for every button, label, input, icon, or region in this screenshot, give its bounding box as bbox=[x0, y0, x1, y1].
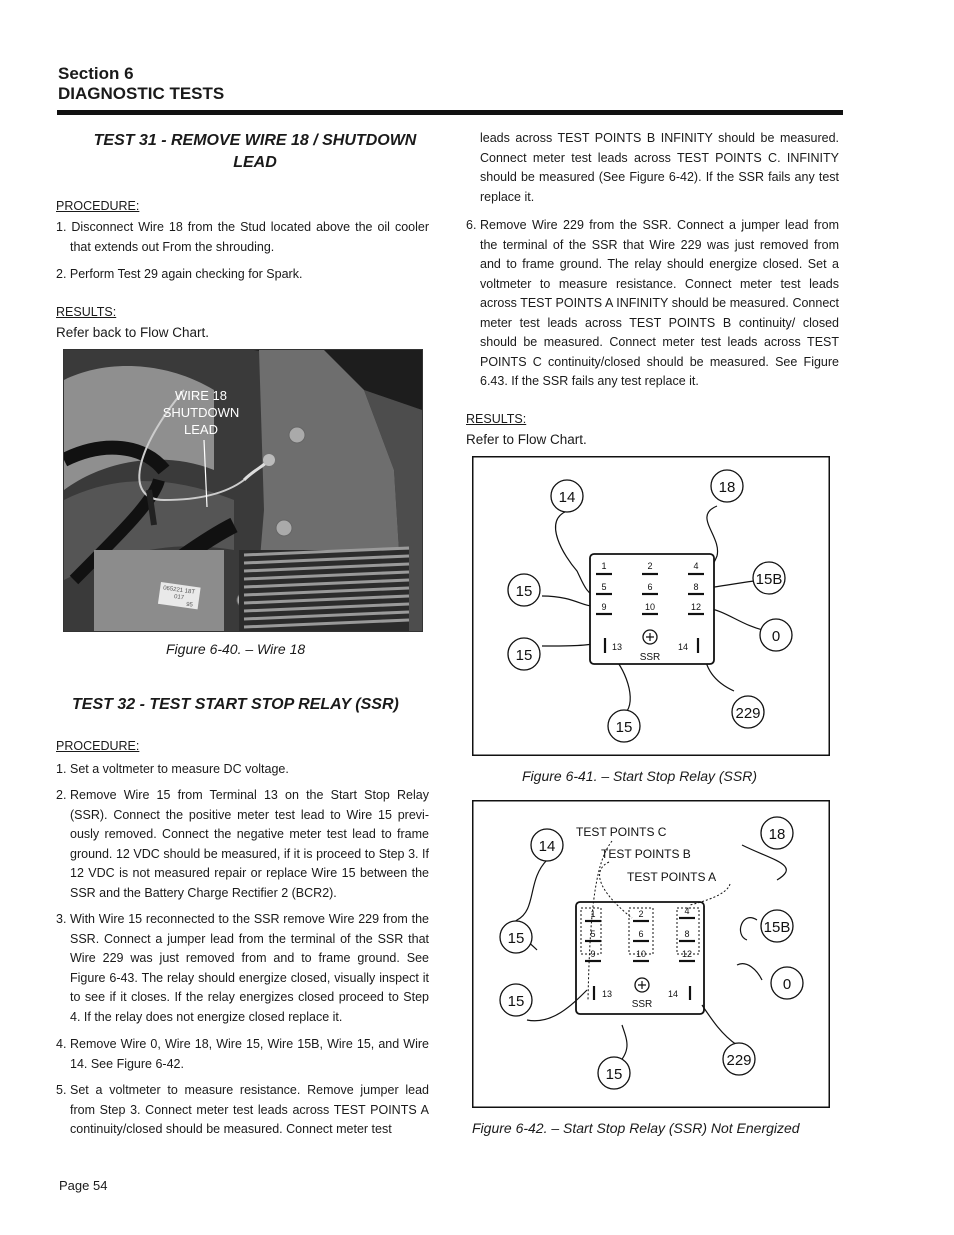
figure-6-42-caption: Figure 6-42. – Start Stop Relay (SSR) Not Energized bbox=[472, 1120, 800, 1136]
test32-step-3: 3. With Wire 15 reconnected to the SSR remove Wire 229 from the SSR. Connect a jumper lead from the terminal of the SSR that Wire 229 was just removed from and to frame ground. See Figure 6-43. The relay should energize closed, visually inspect it to see if it closes. If the relay energizes closed proceed to Step 4. If the relay does not energize closed replace it. bbox=[56, 912, 429, 1024]
figure-6-40-caption: Figure 6-40. – Wire 18 bbox=[166, 641, 306, 657]
test32-step-5: 5. Set a voltmeter to measure resistance. Remove jumper lead from Step 3. Connect meter test leads across TEST POINTS A continuity/closed should be measured. Connect meter test bbox=[56, 1083, 429, 1136]
svg-text:14: 14 bbox=[667, 989, 679, 999]
svg-text:9: 9 bbox=[601, 602, 607, 612]
svg-text:10: 10 bbox=[644, 602, 656, 612]
test31-results-label: RESULTS: bbox=[56, 305, 117, 319]
section-title: DIAGNOSTIC TESTS bbox=[58, 84, 225, 103]
header-rule bbox=[57, 110, 843, 115]
test31-step-1: 1. Disconnect Wire 18 from the Stud located above the oil cooler that extends out From the shrouding. bbox=[56, 220, 429, 254]
test32-step-6: 6. Remove Wire 229 from the SSR. Connect a jumper lead from the terminal of the SSR that Wire 229 was just removed from and to frame ground. The relay should energize closed. Set a voltmeter to measure resistance. Connect meter test leads across TEST POINTS A INFINITY should be measured. Connect meter test leads across TEST POINTS B continuity/ closed should be measured. Connect meter test leads across TEST POINTS C continuity/closed should be measured. See Figure 6.43. If the SSR fails any test replace it. bbox=[466, 218, 839, 388]
svg-text:6: 6 bbox=[647, 582, 653, 592]
test32-step-5-continued: leads across TEST POINTS B INFINITY should be measured. Connect meter test leads across TEST POINTS C. INFINITY should be measured (See Figure 6-42). If the SSR fails any test replace it. bbox=[480, 131, 839, 204]
ssr-test-points-diagram bbox=[472, 800, 830, 1108]
svg-text:15B: 15B bbox=[763, 919, 791, 936]
svg-text:229: 229 bbox=[726, 1052, 752, 1069]
test32-step-4: 4. Remove Wire 0, Wire 18, Wire 15, Wire 15B, Wire 15, and Wire 14. See Figure 6-42. bbox=[56, 1037, 429, 1071]
svg-text:12: 12 bbox=[690, 602, 702, 612]
figure-6-41 bbox=[472, 456, 830, 756]
svg-text:15: 15 bbox=[507, 930, 525, 947]
svg-text:1: 1 bbox=[590, 909, 596, 919]
photo-label-line-3: LEAD bbox=[184, 422, 218, 437]
page-number: Page 54 bbox=[59, 1178, 108, 1193]
test31-step-2: 2. Perform Test 29 again checking for Spark. bbox=[56, 267, 303, 281]
svg-text:065221 18T: 065221 18T bbox=[162, 585, 196, 596]
test31-procedure-label: PROCEDURE: bbox=[56, 199, 140, 213]
svg-text:SSR: SSR bbox=[631, 999, 653, 1010]
svg-text:6: 6 bbox=[638, 929, 644, 939]
svg-text:2: 2 bbox=[638, 909, 644, 919]
svg-text:8: 8 bbox=[684, 929, 690, 939]
svg-text:4: 4 bbox=[693, 561, 699, 571]
svg-text:12: 12 bbox=[681, 949, 693, 959]
figure-6-42 bbox=[472, 800, 830, 1108]
svg-text:14: 14 bbox=[677, 642, 689, 652]
svg-text:1: 1 bbox=[601, 561, 607, 571]
test-points-c-label: TEST POINTS C bbox=[576, 825, 667, 839]
svg-text:0: 0 bbox=[782, 976, 792, 993]
svg-text:15: 15 bbox=[615, 719, 633, 736]
oil-cooler bbox=[239, 548, 409, 631]
svg-text:4: 4 bbox=[684, 906, 690, 916]
svg-text:5: 5 bbox=[590, 929, 596, 939]
test32-results-label: RESULTS: bbox=[466, 412, 527, 426]
test31-results-text: Refer back to Flow Chart. bbox=[56, 325, 210, 340]
svg-text:14: 14 bbox=[538, 838, 556, 855]
test31-title: TEST 31 - REMOVE WIRE 18 / SHUTDOWN LEAD bbox=[93, 132, 417, 171]
test32-title: TEST 32 - TEST START STOP RELAY (SSR) bbox=[72, 696, 399, 713]
section-header bbox=[58, 64, 224, 104]
svg-text:15: 15 bbox=[507, 993, 525, 1010]
svg-text:229: 229 bbox=[735, 705, 761, 722]
svg-text:18: 18 bbox=[718, 479, 736, 496]
photo-illustration bbox=[64, 350, 422, 631]
svg-text:10: 10 bbox=[635, 949, 647, 959]
test32-step-1: 1. Set a voltmeter to measure DC voltage. bbox=[56, 762, 289, 776]
wire18-photo bbox=[63, 349, 423, 632]
svg-text:15: 15 bbox=[515, 647, 533, 664]
svg-text:14: 14 bbox=[558, 489, 576, 506]
svg-text:15: 15 bbox=[515, 583, 533, 600]
test32-procedure-label: PROCEDURE: bbox=[56, 739, 140, 753]
test-points-b-label: TEST POINTS B bbox=[601, 847, 691, 861]
test-points-a-label: TEST POINTS A bbox=[627, 870, 717, 884]
svg-text:0: 0 bbox=[771, 628, 781, 645]
figure-6-41-caption: Figure 6-41. – Start Stop Relay (SSR) bbox=[522, 768, 757, 784]
svg-text:9: 9 bbox=[590, 949, 596, 959]
svg-text:13: 13 bbox=[611, 642, 623, 652]
svg-text:5: 5 bbox=[601, 582, 607, 592]
test32-step-2: 2. Remove Wire 15 from Terminal 13 on the Start Stop Relay (SSR). Connect the positive meter test lead to Wire 15 previ-ously removed. Connect the negative meter test lead to frame ground. 12 VDC should be measured, if it is proceed to Step 3. If 12 VDC is not measured repair or replace Wire 15 between the SSR and the Battery Charge Rectifier 2 (BCR2). bbox=[56, 788, 429, 900]
svg-text:13: 13 bbox=[601, 989, 613, 999]
photo-label-line-2: SHUTDOWN bbox=[162, 405, 240, 420]
svg-text:8: 8 bbox=[693, 582, 699, 592]
svg-text:017: 017 bbox=[173, 593, 185, 602]
svg-text:15B: 15B bbox=[755, 571, 783, 588]
section-number: Section 6 bbox=[58, 64, 134, 83]
svg-text:15: 15 bbox=[605, 1066, 623, 1083]
svg-text:95: 95 bbox=[185, 601, 194, 609]
svg-text:18: 18 bbox=[768, 826, 786, 843]
svg-text:SSR: SSR bbox=[639, 652, 661, 663]
ssr-diagram bbox=[472, 456, 830, 756]
photo-label-line-1: WIRE 18 bbox=[174, 388, 228, 403]
svg-text:2: 2 bbox=[647, 561, 653, 571]
test32-results-text: Refer to Flow Chart. bbox=[466, 432, 587, 447]
